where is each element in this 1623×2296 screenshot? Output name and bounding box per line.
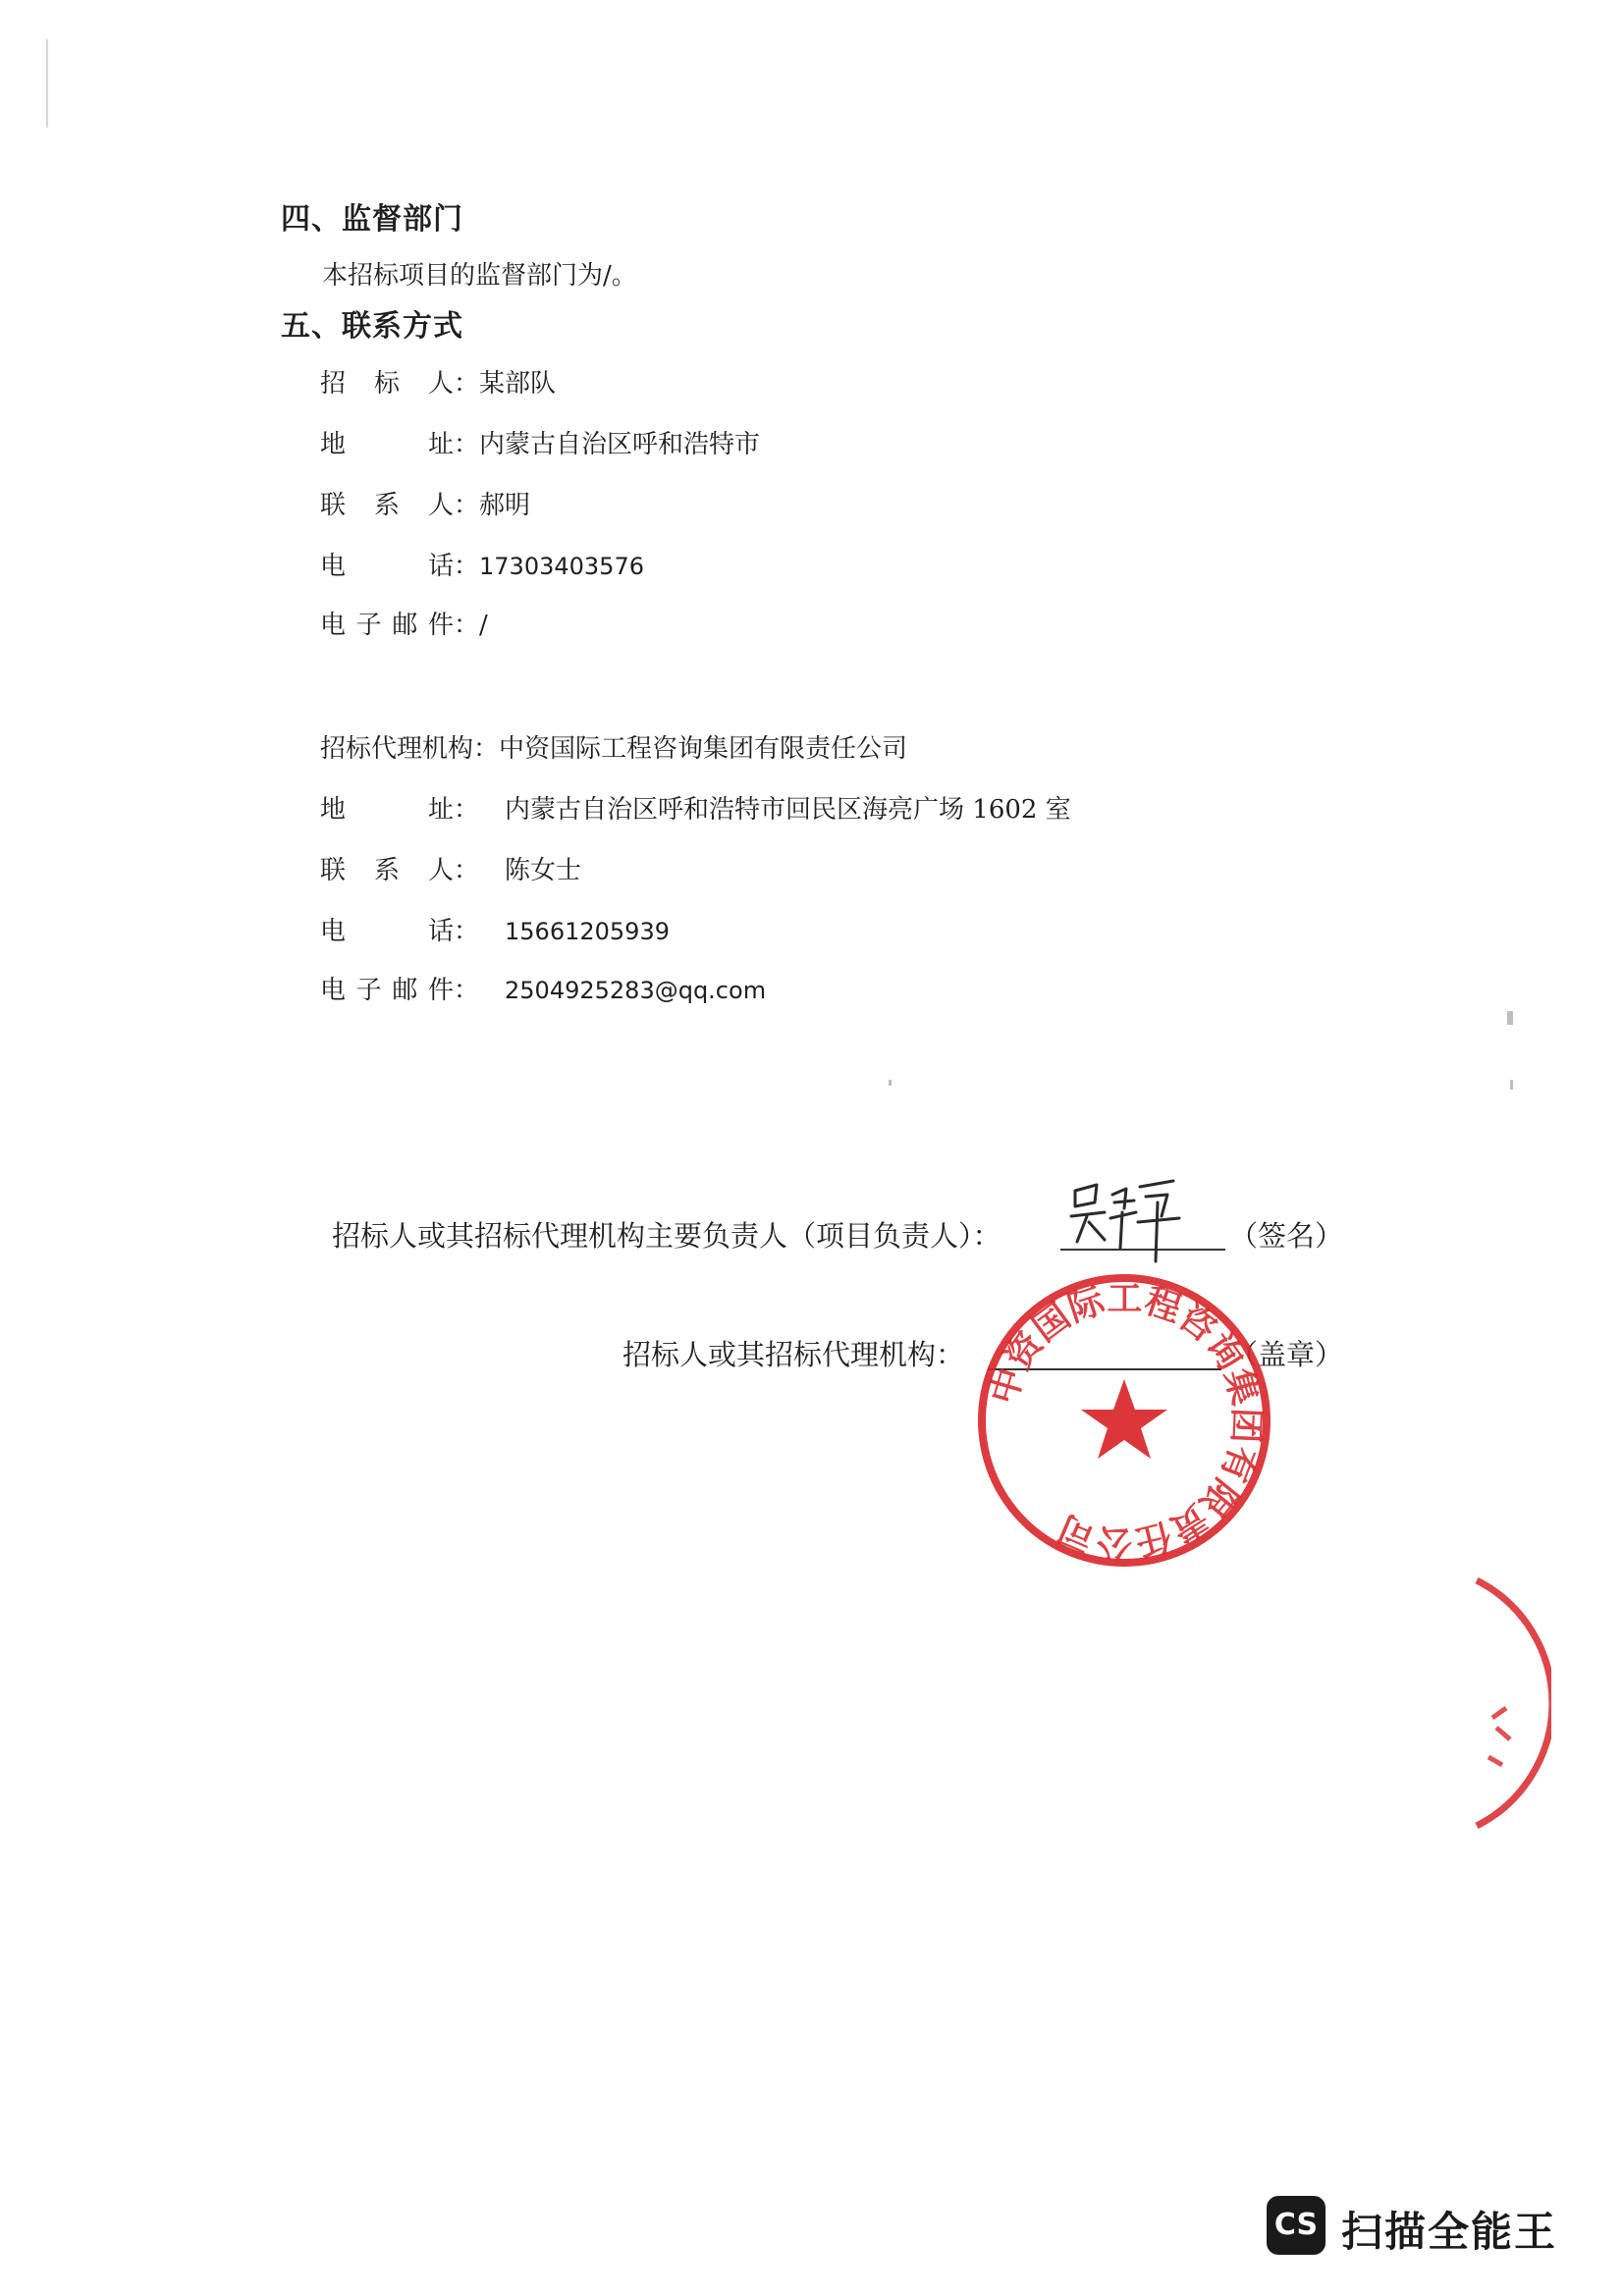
partial-seal-edge — [1463, 1571, 1551, 1836]
tenderer-address-row — [320, 424, 760, 460]
tenderer-value: 某部队 — [479, 369, 557, 399]
scan-speck — [1510, 1080, 1513, 1090]
colon: ： — [454, 552, 480, 581]
scan-speck — [889, 1080, 892, 1086]
colon: ： — [473, 734, 500, 764]
email-value: 2504925283@qq.com — [505, 977, 767, 1004]
company-seal — [972, 1266, 1276, 1575]
tenderer-phone-row — [320, 546, 644, 582]
agency-phone-row — [320, 911, 670, 947]
agency-row — [320, 728, 907, 765]
contact-person-label: 联系人 — [320, 491, 454, 520]
email-label: 电子邮件 — [320, 611, 454, 640]
logo-text: 扫描全能王 — [1341, 2208, 1558, 2256]
agency-value: 中资国际工程咨询集团有限责任公司 — [499, 734, 908, 764]
colon: ： — [454, 976, 480, 1005]
colon: ： — [454, 430, 480, 459]
agency-email-row — [320, 970, 766, 1006]
tenderer-label: 招标人 — [320, 369, 454, 399]
heading-contact: 五、联系方式 — [281, 309, 463, 344]
tenderer-email-row — [320, 605, 488, 641]
phone-value: 15661205939 — [505, 918, 670, 945]
tenderer-contact-row — [320, 485, 530, 521]
agency-label: 招标代理机构 — [320, 734, 474, 764]
agency-contact-row — [320, 850, 581, 886]
phone-value: 17303403576 — [479, 553, 644, 580]
colon: ： — [454, 856, 480, 885]
responsible-person-label: 招标人或其招标代理机构主要负责人（项目负责人）： — [332, 1219, 1001, 1253]
scan-margin-mark — [46, 39, 48, 128]
address-label: 地址 — [320, 795, 454, 825]
camscanner-logo — [1267, 2192, 1581, 2261]
org-label: 招标人或其招标代理机构： — [622, 1338, 965, 1371]
colon: ： — [454, 795, 480, 825]
signature-suffix: （签名） — [1229, 1219, 1344, 1253]
tenderer-row — [320, 363, 556, 400]
email-label: 电子邮件 — [320, 976, 454, 1005]
address-value: 内蒙古自治区呼和浩特市回民区海亮广场 1602 室 — [505, 795, 1071, 825]
address-value: 内蒙古自治区呼和浩特市 — [479, 430, 761, 459]
contact-person-label: 联系人 — [320, 856, 454, 885]
email-value: / — [479, 611, 488, 640]
heading-supervision: 四、监督部门 — [281, 202, 463, 237]
phone-label: 电话 — [320, 552, 454, 581]
phone-label: 电话 — [320, 917, 454, 946]
handwritten-signature — [1065, 1173, 1183, 1266]
contact-person-value: 陈女士 — [505, 856, 582, 885]
address-label: 地址 — [320, 430, 454, 459]
colon: ： — [454, 369, 480, 399]
agency-address-row — [320, 789, 1071, 826]
colon: ： — [454, 491, 480, 520]
scan-speck — [1507, 1011, 1513, 1025]
seal-text: 中资国际工程咨询集团有限责任公司 — [983, 1278, 1267, 1563]
colon: ： — [454, 917, 480, 946]
contact-person-value: 郝明 — [479, 491, 531, 520]
seal-suffix: （盖章） — [1229, 1338, 1344, 1371]
colon: ： — [454, 611, 480, 640]
supervision-text: 本招标项目的监督部门为/。 — [322, 261, 637, 291]
logo-badge: CS — [1267, 2196, 1325, 2255]
